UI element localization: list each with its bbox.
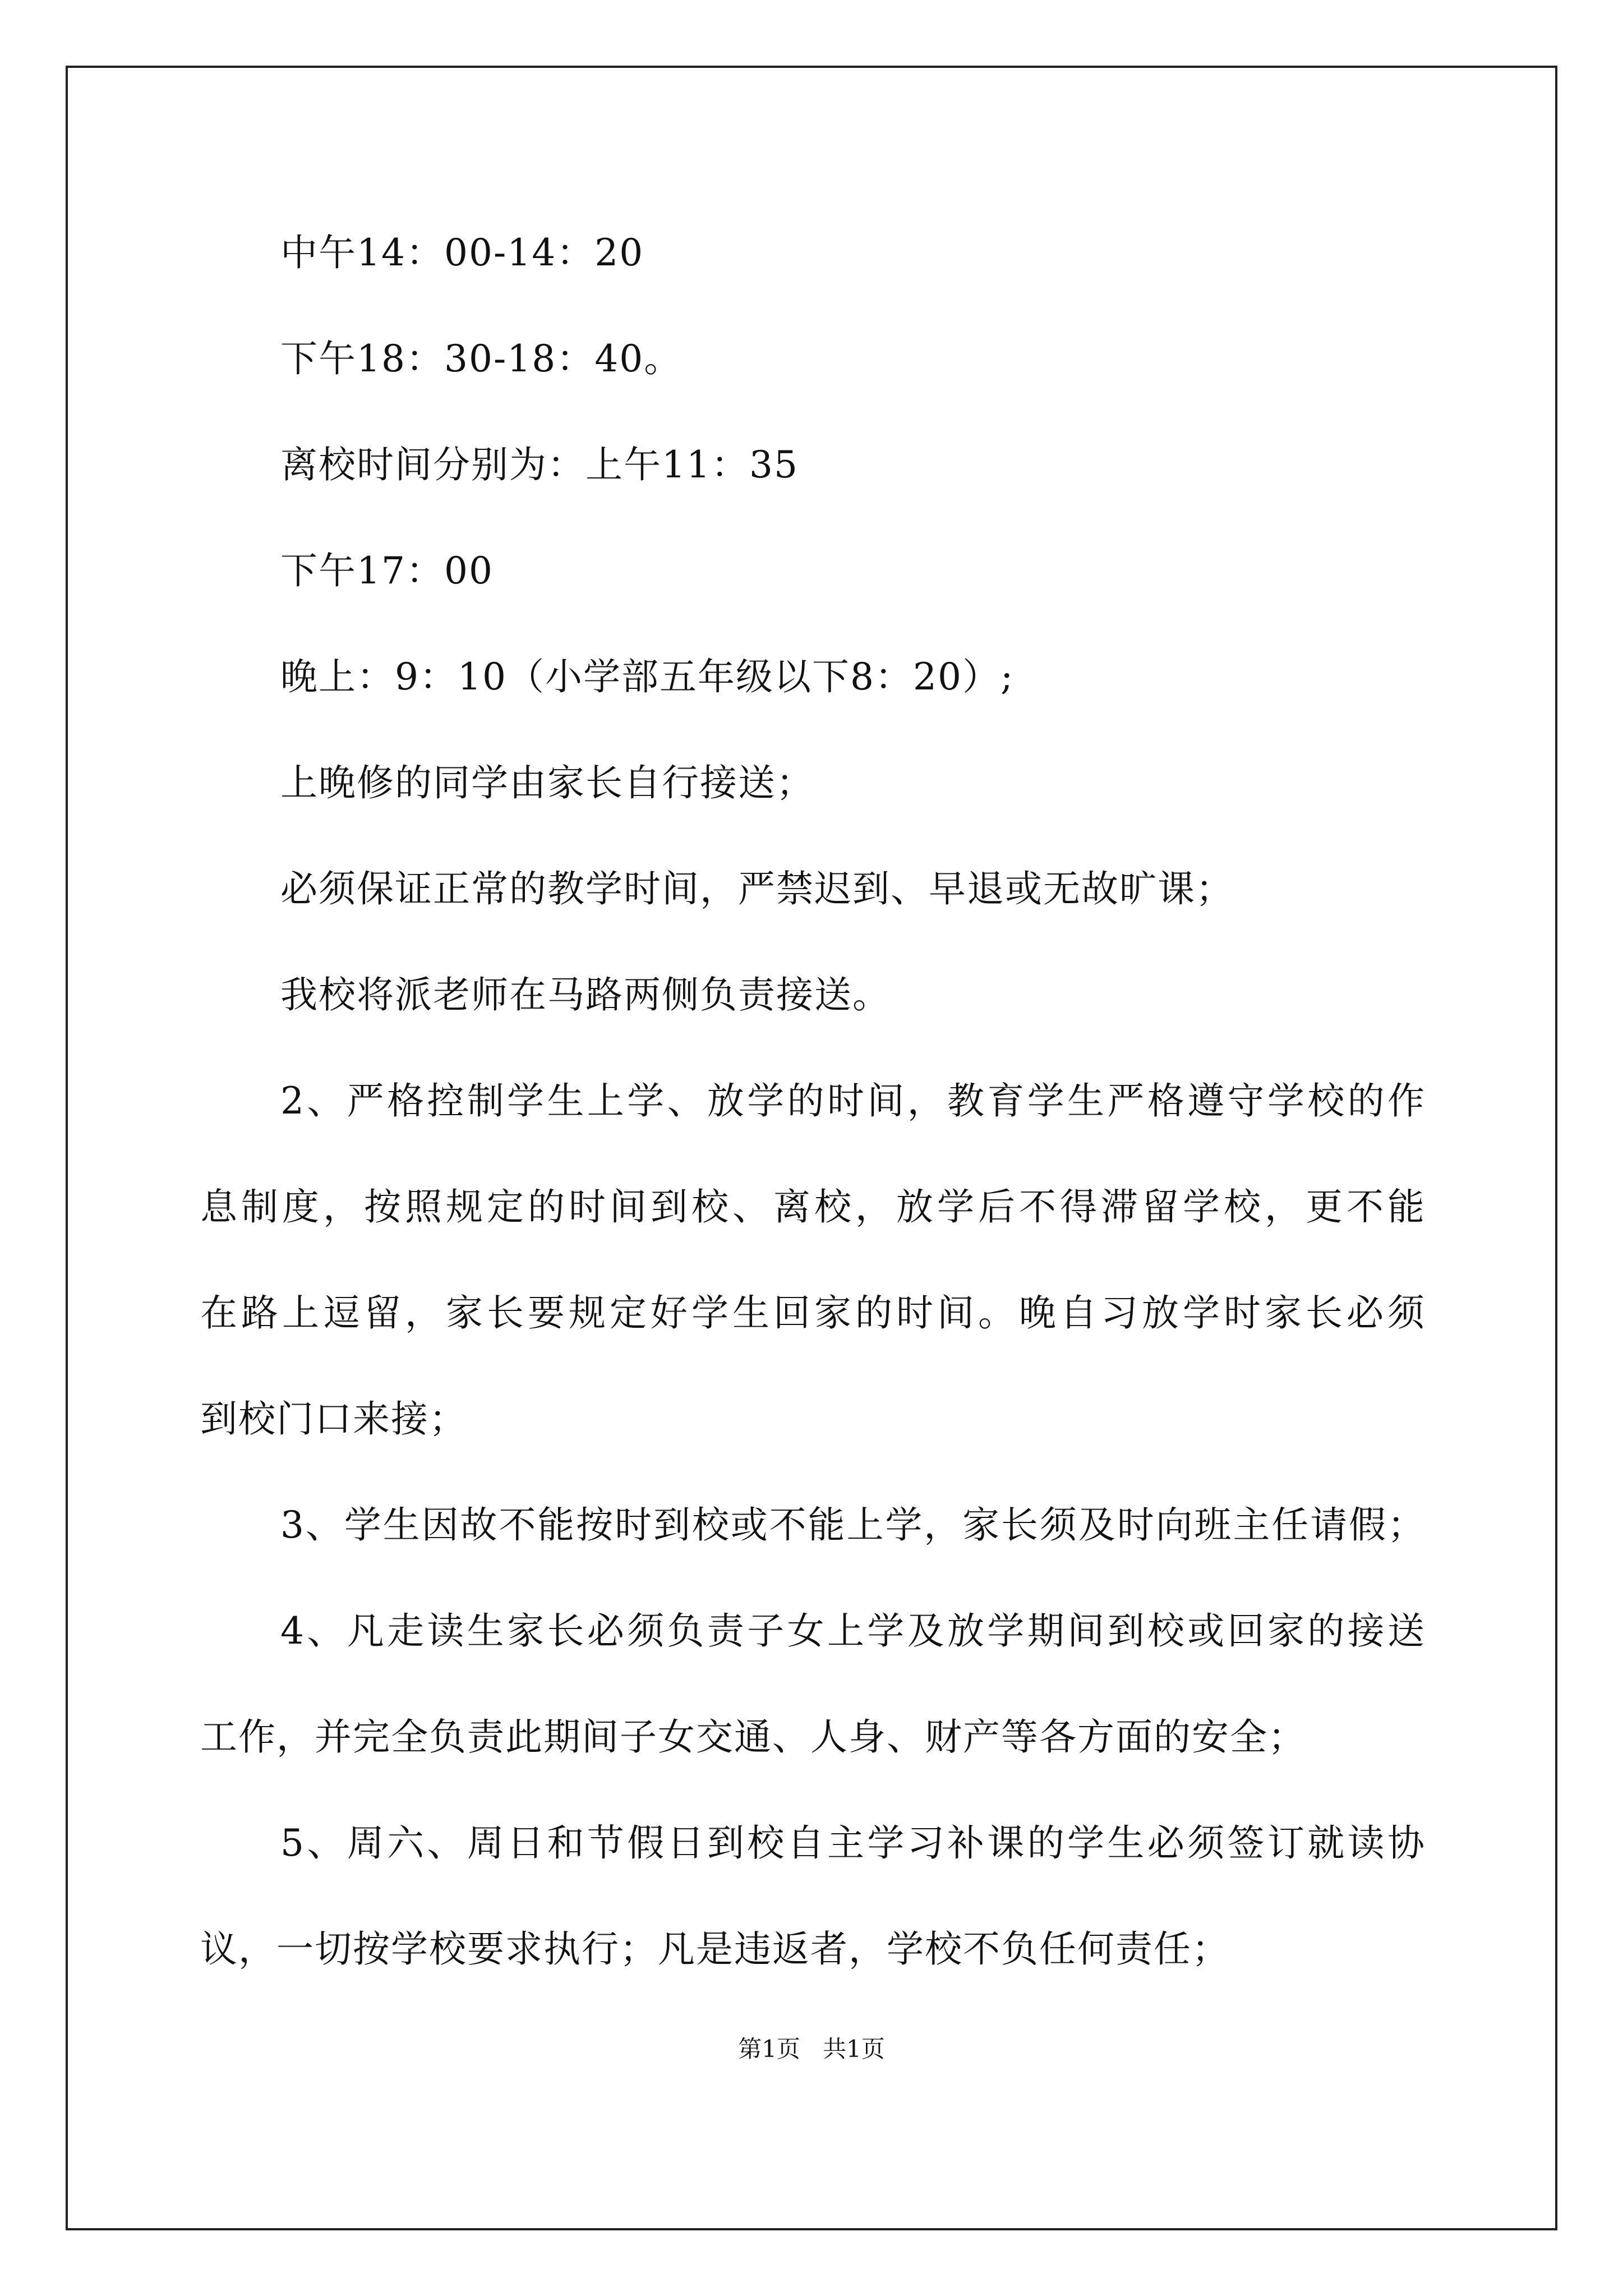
paragraph-4-line-1: 4、凡走读生家长必须负责子女上学及放学期间到校或回家的接送 <box>280 1609 1426 1653</box>
text-line: 下午17：00 <box>280 549 494 592</box>
text-line: 中午14：00-14：20 <box>280 231 644 274</box>
text-line: 下午18：30-18：40。 <box>280 337 683 380</box>
text-line: 上晚修的同学由家长自行接送； <box>280 761 814 804</box>
text-line: 晚上：9：10（小学部五年级以下8：20）; <box>280 655 1015 698</box>
page-border <box>66 66 1557 2230</box>
text-line: 离校时间分别为：上午11：35 <box>280 443 799 486</box>
paragraph-2-line-4: 到校门口来接； <box>200 1397 467 1441</box>
paragraph-2-line-1: 2、严格控制学生上学、放学的时间，教育学生严格遵守学校的作 <box>280 1079 1426 1122</box>
paragraph-2-line-3: 在路上逗留，家长要规定好学生回家的时间。晚自习放学时家长必须 <box>200 1291 1426 1335</box>
paragraph-3-line-1: 3、学生因故不能按时到校或不能上学，家长须及时向班主任请假； <box>280 1503 1426 1547</box>
paragraph-4-line-2: 工作，并完全负责此期间子女交通、人身、财产等各方面的安全； <box>200 1715 1306 1759</box>
paragraph-5-line-1: 5、周六、周日和节假日到校自主学习补课的学生必须签订就读协 <box>280 1821 1426 1865</box>
paragraph-5-line-2: 议，一切按学校要求执行；凡是违返者，学校不负任何责任； <box>200 1927 1230 1971</box>
text-line: 必须保证正常的教学时间，严禁迟到、早退或无故旷课； <box>280 867 1234 910</box>
paragraph-2-line-2: 息制度，按照规定的时间到校、离校，放学后不得滞留学校，更不能 <box>200 1185 1426 1228</box>
text-line: 我校将派老师在马路两侧负责接送。 <box>280 973 891 1016</box>
page-footer: 第1页 共1页 <box>738 2035 885 2063</box>
